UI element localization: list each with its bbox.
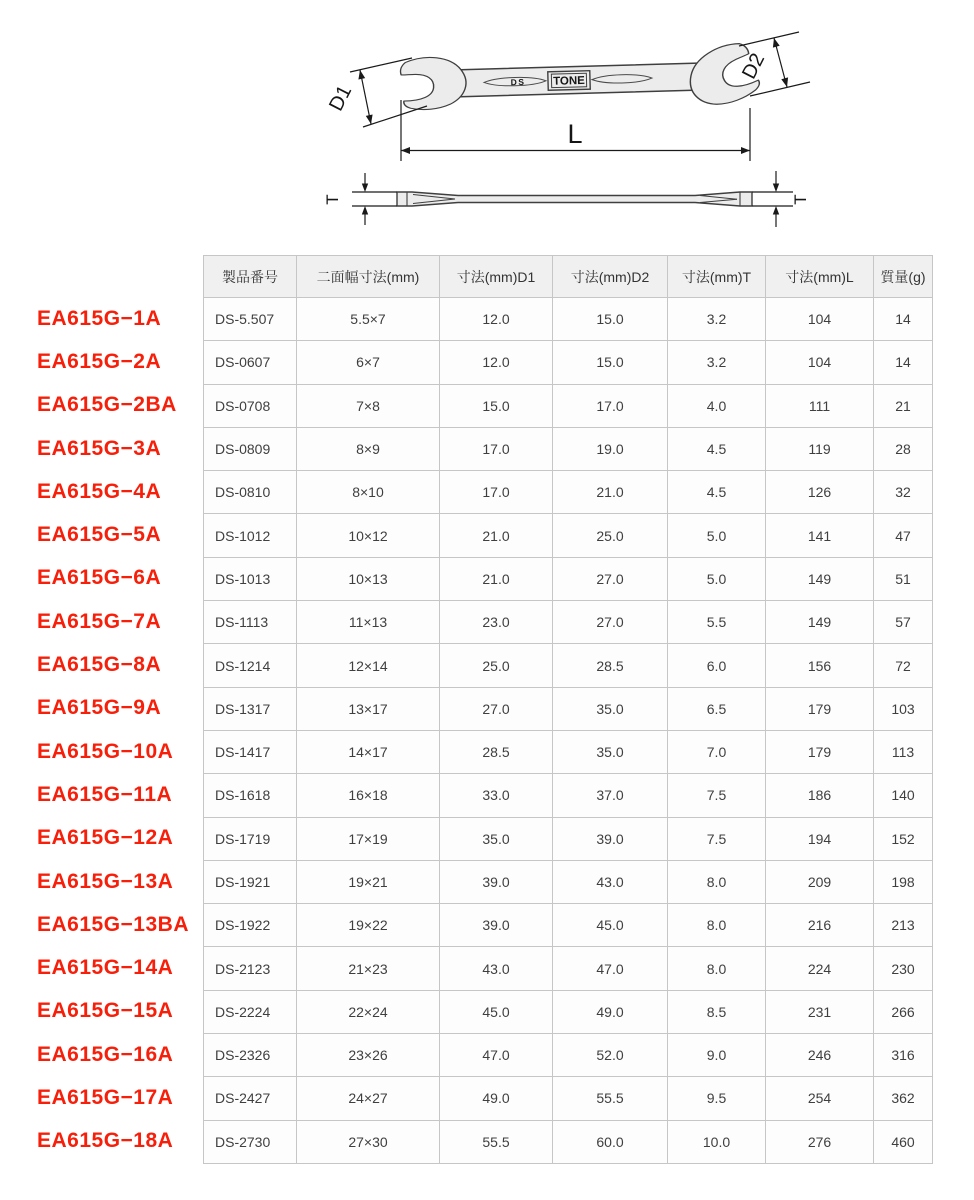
model-number-cell: DS-2427 bbox=[204, 1077, 297, 1120]
spec-value-cell: 224 bbox=[766, 947, 874, 990]
product-code-link[interactable]: EA615G−16A bbox=[37, 1042, 174, 1066]
spec-value-cell: 213 bbox=[874, 904, 933, 947]
product-code-link[interactable]: EA615G−2BA bbox=[37, 393, 177, 417]
model-number-cell: DS-2123 bbox=[204, 947, 297, 990]
model-number-cell: DS-1417 bbox=[204, 730, 297, 773]
spec-value-cell: 5.0 bbox=[668, 557, 766, 600]
product-code-link[interactable]: EA615G−4A bbox=[37, 479, 162, 503]
spec-value-cell: 55.5 bbox=[553, 1077, 668, 1120]
table-row bbox=[204, 644, 933, 687]
model-number-cell: DS-1113 bbox=[204, 601, 297, 644]
wrench-left-head bbox=[398, 52, 469, 112]
spec-value-cell: 216 bbox=[766, 904, 874, 947]
spec-value-cell: 35.0 bbox=[553, 730, 668, 773]
spec-value-cell: 19×21 bbox=[297, 860, 440, 903]
product-code-link[interactable]: EA615G−6A bbox=[37, 566, 162, 590]
ds-marking: DS bbox=[510, 76, 526, 88]
table-row bbox=[204, 341, 933, 384]
spec-value-cell: 152 bbox=[874, 817, 933, 860]
spec-value-cell: 43.0 bbox=[440, 947, 553, 990]
spec-value-cell: 230 bbox=[874, 947, 933, 990]
table-row bbox=[204, 947, 933, 990]
spec-value-cell: 8.0 bbox=[668, 947, 766, 990]
spec-value-cell: 14 bbox=[874, 341, 933, 384]
spec-value-cell: 12×14 bbox=[297, 644, 440, 687]
spec-value-cell: 246 bbox=[766, 1034, 874, 1077]
product-code-link[interactable]: EA615G−14A bbox=[37, 956, 174, 980]
table-row bbox=[204, 1077, 933, 1120]
spec-value-cell: 25.0 bbox=[553, 514, 668, 557]
spec-value-cell: 12.0 bbox=[440, 298, 553, 341]
spec-value-cell: 4.5 bbox=[668, 471, 766, 514]
spec-value-cell: 45.0 bbox=[553, 904, 668, 947]
model-number-cell: DS-0607 bbox=[204, 341, 297, 384]
spec-value-cell: 39.0 bbox=[440, 904, 553, 947]
model-number-cell: DS-1214 bbox=[204, 644, 297, 687]
product-code-column bbox=[37, 297, 189, 1163]
spec-value-cell: 21×23 bbox=[297, 947, 440, 990]
spec-value-cell: 17×19 bbox=[297, 817, 440, 860]
spec-value-cell: 8.0 bbox=[668, 860, 766, 903]
table-row bbox=[204, 860, 933, 903]
thickness-dimension-right bbox=[752, 171, 810, 227]
spec-value-cell: 43.0 bbox=[553, 860, 668, 903]
product-code-link[interactable]: EA615G−12A bbox=[37, 826, 174, 850]
spec-value-cell: 22×24 bbox=[297, 990, 440, 1033]
model-number-cell: DS-2730 bbox=[204, 1120, 297, 1163]
spec-value-cell: 27.0 bbox=[440, 687, 553, 730]
product-code-link[interactable]: EA615G−10A bbox=[37, 739, 174, 763]
model-number-cell: DS-1013 bbox=[204, 557, 297, 600]
model-number-cell: DS-2224 bbox=[204, 990, 297, 1033]
product-code-link[interactable]: EA615G−3A bbox=[37, 436, 162, 460]
spec-value-cell: 254 bbox=[766, 1077, 874, 1120]
spec-value-cell: 47.0 bbox=[440, 1034, 553, 1077]
length-dimension bbox=[401, 100, 750, 161]
spec-value-cell: 25.0 bbox=[440, 644, 553, 687]
spec-table bbox=[203, 255, 933, 1164]
spec-value-cell: 35.0 bbox=[553, 687, 668, 730]
d1-label: D1 bbox=[325, 81, 357, 115]
spec-value-cell: 5.5×7 bbox=[297, 298, 440, 341]
table-row bbox=[204, 774, 933, 817]
spec-value-cell: 47 bbox=[874, 514, 933, 557]
spec-value-cell: 21.0 bbox=[553, 471, 668, 514]
spec-value-cell: 55.5 bbox=[440, 1120, 553, 1163]
spec-value-cell: 39.0 bbox=[440, 860, 553, 903]
spec-value-cell: 10×13 bbox=[297, 557, 440, 600]
spec-value-cell: 9.0 bbox=[668, 1034, 766, 1077]
spec-value-cell: 6×7 bbox=[297, 341, 440, 384]
spec-value-cell: 60.0 bbox=[553, 1120, 668, 1163]
spec-value-cell: 4.5 bbox=[668, 427, 766, 470]
spec-value-cell: 47.0 bbox=[553, 947, 668, 990]
spec-value-cell: 49.0 bbox=[553, 990, 668, 1033]
spec-value-cell: 7.5 bbox=[668, 774, 766, 817]
table-row bbox=[204, 817, 933, 860]
spec-value-cell: 13×17 bbox=[297, 687, 440, 730]
spec-value-cell: 104 bbox=[766, 341, 874, 384]
spec-value-cell: 32 bbox=[874, 471, 933, 514]
spec-value-cell: 21 bbox=[874, 384, 933, 427]
table-row bbox=[204, 1034, 933, 1077]
tone-marking: TONE bbox=[553, 74, 586, 88]
model-number-cell: DS-1012 bbox=[204, 514, 297, 557]
spec-value-cell: 11×13 bbox=[297, 601, 440, 644]
table-row bbox=[204, 990, 933, 1033]
model-number-cell: DS-2326 bbox=[204, 1034, 297, 1077]
table-row bbox=[204, 427, 933, 470]
spec-value-cell: 28.5 bbox=[440, 730, 553, 773]
spec-value-cell: 45.0 bbox=[440, 990, 553, 1033]
spec-value-cell: 6.0 bbox=[668, 644, 766, 687]
spec-value-cell: 141 bbox=[766, 514, 874, 557]
spec-value-cell: 37.0 bbox=[553, 774, 668, 817]
spec-value-cell: 198 bbox=[874, 860, 933, 903]
table-row bbox=[204, 384, 933, 427]
product-code-link[interactable]: EA615G−11A bbox=[37, 782, 173, 806]
wrench-technical-drawing bbox=[0, 0, 974, 252]
spec-value-cell: 15.0 bbox=[553, 298, 668, 341]
spec-value-cell: 33.0 bbox=[440, 774, 553, 817]
spec-value-cell: 156 bbox=[766, 644, 874, 687]
spec-value-cell: 8.0 bbox=[668, 904, 766, 947]
spec-value-cell: 51 bbox=[874, 557, 933, 600]
spec-value-cell: 15.0 bbox=[440, 384, 553, 427]
product-code-link[interactable]: EA615G−18A bbox=[37, 1129, 174, 1153]
spec-value-cell: 14×17 bbox=[297, 730, 440, 773]
column-header: 寸法(mm)D2 bbox=[553, 256, 668, 298]
model-number-cell: DS-0810 bbox=[204, 471, 297, 514]
spec-value-cell: 23.0 bbox=[440, 601, 553, 644]
table-row bbox=[204, 298, 933, 341]
table-row bbox=[204, 687, 933, 730]
spec-value-cell: 28 bbox=[874, 427, 933, 470]
model-number-cell: DS-0809 bbox=[204, 427, 297, 470]
product-code-link[interactable]: EA615G−13BA bbox=[37, 912, 189, 936]
model-number-cell: DS-1922 bbox=[204, 904, 297, 947]
spec-value-cell: 19×22 bbox=[297, 904, 440, 947]
spec-value-cell: 52.0 bbox=[553, 1034, 668, 1077]
column-header: 寸法(mm)L bbox=[766, 256, 874, 298]
spec-value-cell: 362 bbox=[874, 1077, 933, 1120]
spec-value-cell: 7.0 bbox=[668, 730, 766, 773]
spec-value-cell: 57 bbox=[874, 601, 933, 644]
column-header: 二面幅寸法(mm) bbox=[297, 256, 440, 298]
spec-value-cell: 111 bbox=[766, 384, 874, 427]
spec-value-cell: 119 bbox=[766, 427, 874, 470]
model-number-cell: DS-1317 bbox=[204, 687, 297, 730]
spec-value-cell: 12.0 bbox=[440, 341, 553, 384]
spec-value-cell: 8×9 bbox=[297, 427, 440, 470]
spec-value-cell: 14 bbox=[874, 298, 933, 341]
spec-value-cell: 27.0 bbox=[553, 601, 668, 644]
column-header: 製品番号 bbox=[204, 256, 297, 298]
spec-value-cell: 9.5 bbox=[668, 1077, 766, 1120]
spec-value-cell: 7.5 bbox=[668, 817, 766, 860]
product-code-link[interactable]: EA615G−9A bbox=[37, 696, 162, 720]
spec-value-cell: 3.2 bbox=[668, 341, 766, 384]
spec-value-cell: 179 bbox=[766, 687, 874, 730]
product-code-link[interactable]: EA615G−15A bbox=[37, 999, 174, 1023]
model-number-cell: DS-5.507 bbox=[204, 298, 297, 341]
table-row bbox=[204, 471, 933, 514]
spec-value-cell: 27.0 bbox=[553, 557, 668, 600]
spec-value-cell: 27×30 bbox=[297, 1120, 440, 1163]
spec-value-cell: 194 bbox=[766, 817, 874, 860]
spec-value-cell: 179 bbox=[766, 730, 874, 773]
spec-value-cell: 140 bbox=[874, 774, 933, 817]
spec-value-cell: 16×18 bbox=[297, 774, 440, 817]
thickness-label-right: T bbox=[791, 194, 810, 205]
spec-value-cell: 231 bbox=[766, 990, 874, 1033]
spec-value-cell: 21.0 bbox=[440, 514, 553, 557]
table-row bbox=[204, 904, 933, 947]
spec-value-cell: 266 bbox=[874, 990, 933, 1033]
spec-value-cell: 8×10 bbox=[297, 471, 440, 514]
spec-value-cell: 72 bbox=[874, 644, 933, 687]
table-row bbox=[204, 601, 933, 644]
spec-value-cell: 104 bbox=[766, 298, 874, 341]
spec-value-cell: 17.0 bbox=[440, 427, 553, 470]
model-number-cell: DS-1618 bbox=[204, 774, 297, 817]
model-number-cell: DS-0708 bbox=[204, 384, 297, 427]
spec-value-cell: 10×12 bbox=[297, 514, 440, 557]
spec-value-cell: 103 bbox=[874, 687, 933, 730]
spec-value-cell: 149 bbox=[766, 601, 874, 644]
column-header: 質量(g) bbox=[874, 256, 933, 298]
spec-value-cell: 4.0 bbox=[668, 384, 766, 427]
thickness-label-left: T bbox=[323, 194, 342, 205]
spec-value-cell: 21.0 bbox=[440, 557, 553, 600]
spec-value-cell: 23×26 bbox=[297, 1034, 440, 1077]
spec-value-cell: 209 bbox=[766, 860, 874, 903]
table-row bbox=[204, 514, 933, 557]
product-code-link[interactable]: EA615G−13A bbox=[37, 869, 174, 893]
spec-value-cell: 49.0 bbox=[440, 1077, 553, 1120]
spec-value-cell: 3.2 bbox=[668, 298, 766, 341]
spec-value-cell: 28.5 bbox=[553, 644, 668, 687]
column-header: 寸法(mm)T bbox=[668, 256, 766, 298]
column-header: 寸法(mm)D1 bbox=[440, 256, 553, 298]
spec-value-cell: 39.0 bbox=[553, 817, 668, 860]
table-row bbox=[204, 557, 933, 600]
header-row bbox=[204, 256, 933, 298]
spec-value-cell: 5.5 bbox=[668, 601, 766, 644]
spec-value-cell: 316 bbox=[874, 1034, 933, 1077]
product-code-link[interactable]: EA615G−17A bbox=[37, 1085, 174, 1109]
product-code-link[interactable]: EA615G−2A bbox=[37, 349, 162, 373]
spec-value-cell: 17.0 bbox=[440, 471, 553, 514]
spec-value-cell: 15.0 bbox=[553, 341, 668, 384]
spec-value-cell: 149 bbox=[766, 557, 874, 600]
model-number-cell: DS-1921 bbox=[204, 860, 297, 903]
thickness-dimension-left bbox=[323, 173, 397, 225]
table-body bbox=[204, 298, 933, 1164]
spec-value-cell: 8.5 bbox=[668, 990, 766, 1033]
d2-label: D2 bbox=[738, 49, 770, 83]
spec-value-cell: 24×27 bbox=[297, 1077, 440, 1120]
spec-value-cell: 7×8 bbox=[297, 384, 440, 427]
table-row bbox=[204, 1120, 933, 1163]
spec-value-cell: 460 bbox=[874, 1120, 933, 1163]
product-code-link[interactable]: EA615G−1A bbox=[37, 306, 162, 330]
model-number-cell: DS-1719 bbox=[204, 817, 297, 860]
spec-value-cell: 17.0 bbox=[553, 384, 668, 427]
spec-value-cell: 6.5 bbox=[668, 687, 766, 730]
product-code-link[interactable]: EA615G−8A bbox=[37, 653, 162, 677]
spec-value-cell: 10.0 bbox=[668, 1120, 766, 1163]
spec-value-cell: 126 bbox=[766, 471, 874, 514]
product-code-link[interactable]: EA615G−7A bbox=[37, 609, 162, 633]
side-profile-view bbox=[397, 192, 752, 206]
length-label: L bbox=[567, 119, 583, 149]
spec-value-cell: 113 bbox=[874, 730, 933, 773]
spec-value-cell: 35.0 bbox=[440, 817, 553, 860]
table-row bbox=[204, 730, 933, 773]
spec-value-cell: 5.0 bbox=[668, 514, 766, 557]
spec-value-cell: 19.0 bbox=[553, 427, 668, 470]
product-code-link[interactable]: EA615G−5A bbox=[37, 523, 162, 547]
spec-value-cell: 186 bbox=[766, 774, 874, 817]
spec-value-cell: 276 bbox=[766, 1120, 874, 1163]
tone-logo-box bbox=[548, 71, 590, 91]
